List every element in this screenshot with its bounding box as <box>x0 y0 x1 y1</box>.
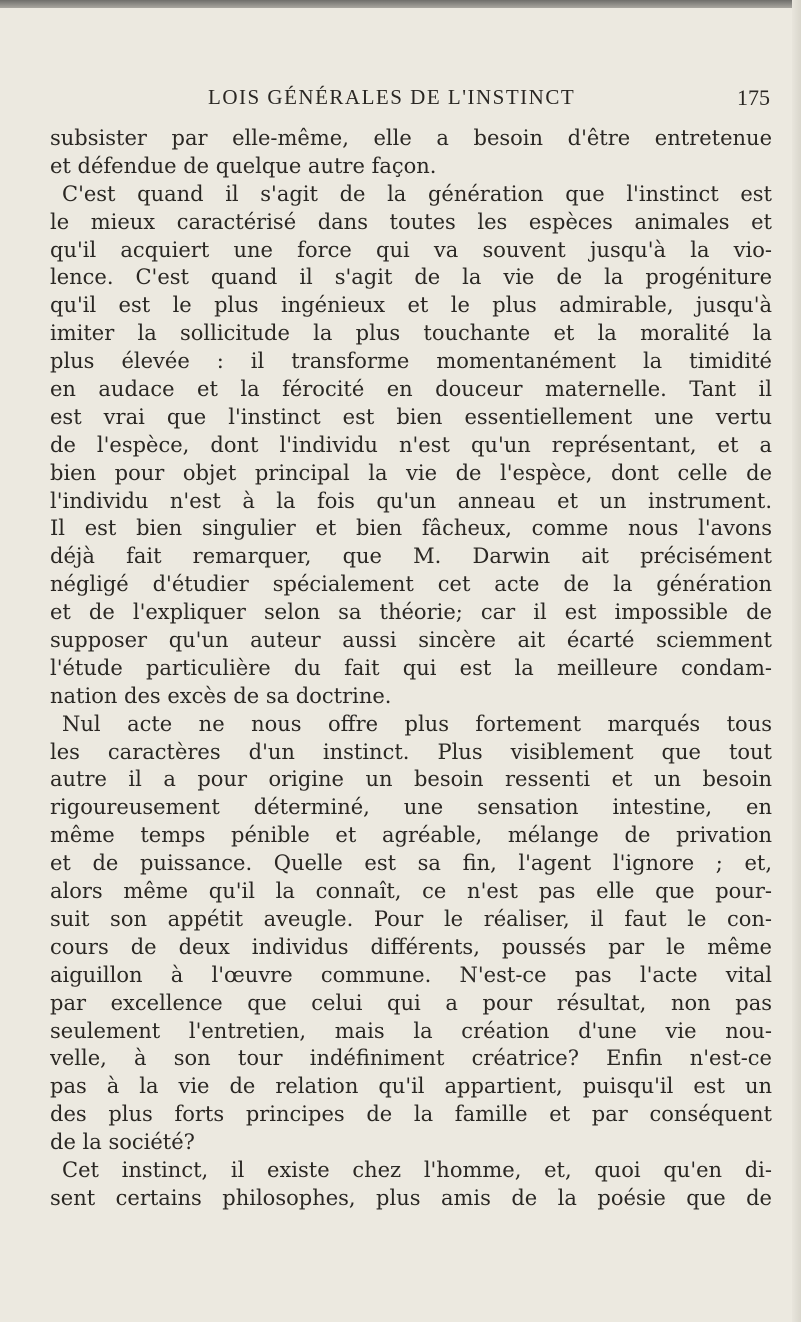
text-line: seulement l'entretien, mais la création d'une vie nou- <box>50 1018 772 1043</box>
text-line: est vrai que l'instinct est bien essentiellement une vertu <box>50 404 772 429</box>
text-line: et de l'expliquer selon sa théorie; car il est impossible de <box>50 600 772 625</box>
text-line: rigoureusement déterminé, une sensation intestine, en <box>50 795 772 820</box>
text-line: et défendue de quelque autre façon. <box>50 153 437 178</box>
text-line: qu'il est le plus ingénieux et le plus admirable, jusqu'à <box>50 293 772 318</box>
page-right-edge <box>792 0 801 1322</box>
text-line: de l'espèce, dont l'individu n'est qu'un représentant, et a <box>50 432 772 457</box>
text-line: le mieux caractérisé dans toutes les espèces animales et <box>50 209 772 234</box>
text-line: qu'il acquiert une force qui va souvent jusqu'à la vio- <box>50 237 772 262</box>
text-line: pas à la vie de relation qu'il appartient, puisqu'il est un <box>50 1074 772 1099</box>
text-line: cours de deux individus différents, poussés par le même <box>50 934 772 959</box>
page-top-rule <box>0 0 801 8</box>
text-line: alors même qu'il la connaît, ce n'est pas elle que pour- <box>50 879 772 904</box>
text-line: les caractères d'un instinct. Plus visiblement que tout <box>50 739 772 764</box>
text-line: C'est quand il s'agit de la génération que l'instinct est <box>62 181 772 206</box>
running-title: LOIS GÉNÉRALES DE L'INSTINCT <box>208 85 576 109</box>
text-line: l'individu n'est à la fois qu'un anneau et un instrument. <box>50 488 772 513</box>
text-line: velle, à son tour indéfiniment créatrice? Enfin n'est-ce <box>50 1046 772 1071</box>
text-line: Il est bien singulier et bien fâcheux, comme nous l'avons <box>50 516 772 541</box>
text-line: de la société? <box>50 1130 195 1155</box>
text-line: bien pour objet principal la vie de l'espèce, dont celle de <box>50 460 772 485</box>
text-line: subsister par elle-même, elle a besoin d'être entretenue <box>50 126 772 150</box>
text-line: Cet instinct, il existe chez l'homme, et, quoi qu'en di- <box>62 1157 772 1182</box>
text-line: déjà fait remarquer, que M. Darwin ait précisément <box>50 544 772 569</box>
text-line: plus élevée : il transforme momentanément la timidité <box>50 349 772 374</box>
book-page <box>50 85 772 1213</box>
text-line: autre il a pour origine un besoin ressenti et un besoin <box>50 767 772 792</box>
text-line: aiguillon à l'œuvre commune. N'est-ce pas l'acte vital <box>50 962 772 987</box>
text-line: des plus forts principes de la famille et par conséquent <box>50 1102 772 1127</box>
page-number: 175 <box>737 85 770 110</box>
text-line: et de puissance. Quelle est sa fin, l'agent l'ignore ; et, <box>50 851 772 876</box>
text-line: même temps pénible et agréable, mélange de privation <box>50 823 772 848</box>
text-line: suit son appétit aveugle. Pour le réaliser, il faut le con- <box>50 906 772 931</box>
text-line: sent certains philosophes, plus amis de la poésie que de <box>50 1185 772 1210</box>
text-line: nation des excès de sa doctrine. <box>50 683 392 708</box>
text-line: par excellence que celui qui a pour résultat, non pas <box>50 990 772 1015</box>
text-line: imiter la sollicitude la plus touchante et la moralité la <box>50 321 772 346</box>
text-line: l'étude particulière du fait qui est la meilleure condam- <box>50 655 772 680</box>
body-text <box>50 125 772 1213</box>
text-line: négligé d'étudier spécialement cet acte de la génération <box>50 572 772 597</box>
text-line: supposer qu'un auteur aussi sincère ait écarté sciemment <box>50 628 772 653</box>
text-line: en audace et la férocité en douceur maternelle. Tant il <box>50 377 772 402</box>
running-head <box>50 85 772 125</box>
text-line: lence. C'est quand il s'agit de la vie de la progéniture <box>50 265 772 290</box>
text-line: Nul acte ne nous offre plus fortement marqués tous <box>62 711 772 736</box>
